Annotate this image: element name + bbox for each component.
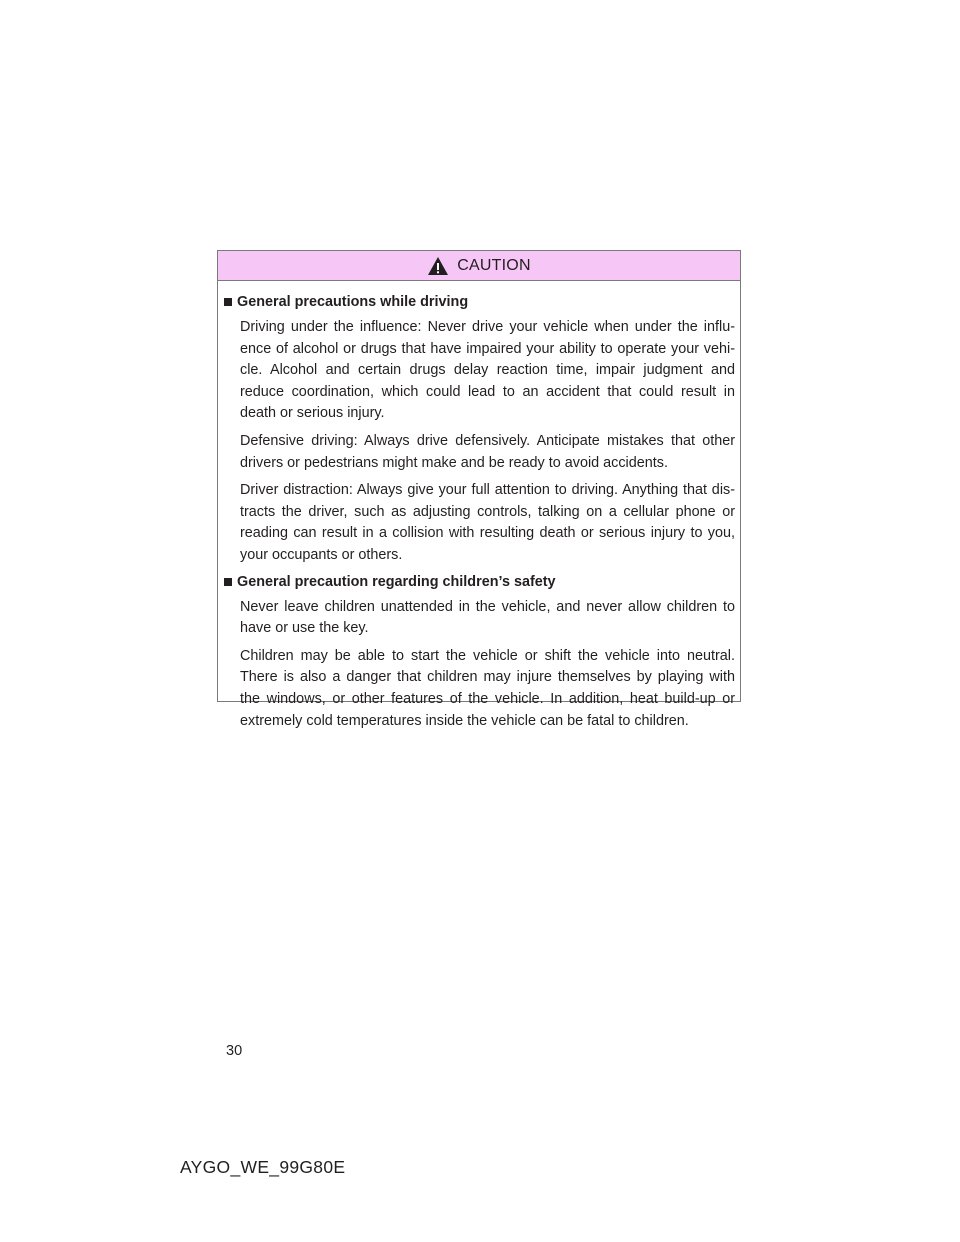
paragraph-defensive-driving: Defensive driving: Always drive defensively. Anticipate mistakes that other drivers or pedestrians might make and be ready to avoid accidents.	[240, 432, 735, 471]
page-number: 30	[226, 1043, 243, 1059]
caution-box	[217, 250, 741, 729]
square-bullet-icon	[224, 578, 232, 586]
paragraph-driver-distraction: Driver distraction: Always give your full attention to driving. Anything that dis-tracts the driver, such as adjusting controls, talking on a cellular phone or reading can result in a collision with resulting death or serious injury to you, your occupants or others.	[240, 482, 735, 563]
paragraph-children-danger: Children may be able to start the vehicle or shift the vehicle into neutral. There is also a danger that children may injure themselves by playing with the windows, or other features of the vehicle. In addition, heat build-up or extremely cold temperatures inside the vehicle can be fatal to children.	[240, 647, 735, 729]
square-bullet-icon	[224, 298, 232, 306]
paragraph-children-unattended: Never leave children unattended in the vehicle, and never allow children to have or use the key.	[240, 598, 735, 637]
paragraph-driving-influence: Driving under the influence: Never drive your vehicle when under the influ-ence of alcohol or drugs that have impaired your ability to operate your vehi-cle. Alcohol and certain drugs delay reaction time, impair judgment and reduce coordination, which could lead to an accident that could result in death or serious injury.	[240, 319, 735, 422]
section-heading-text: General precautions while driving	[237, 294, 469, 310]
caution-label: CAUTION	[457, 256, 531, 274]
caution-header	[218, 251, 740, 281]
section-heading-text: General precaution regarding children’s safety	[237, 573, 556, 590]
section-heading	[224, 573, 735, 591]
section-heading	[224, 293, 735, 311]
section-children	[224, 573, 735, 733]
document-code: AYGO_WE_99G80E	[180, 1157, 346, 1177]
warning-triangle-icon	[427, 256, 449, 276]
section-driving	[224, 293, 735, 567]
caution-body	[218, 281, 740, 732]
